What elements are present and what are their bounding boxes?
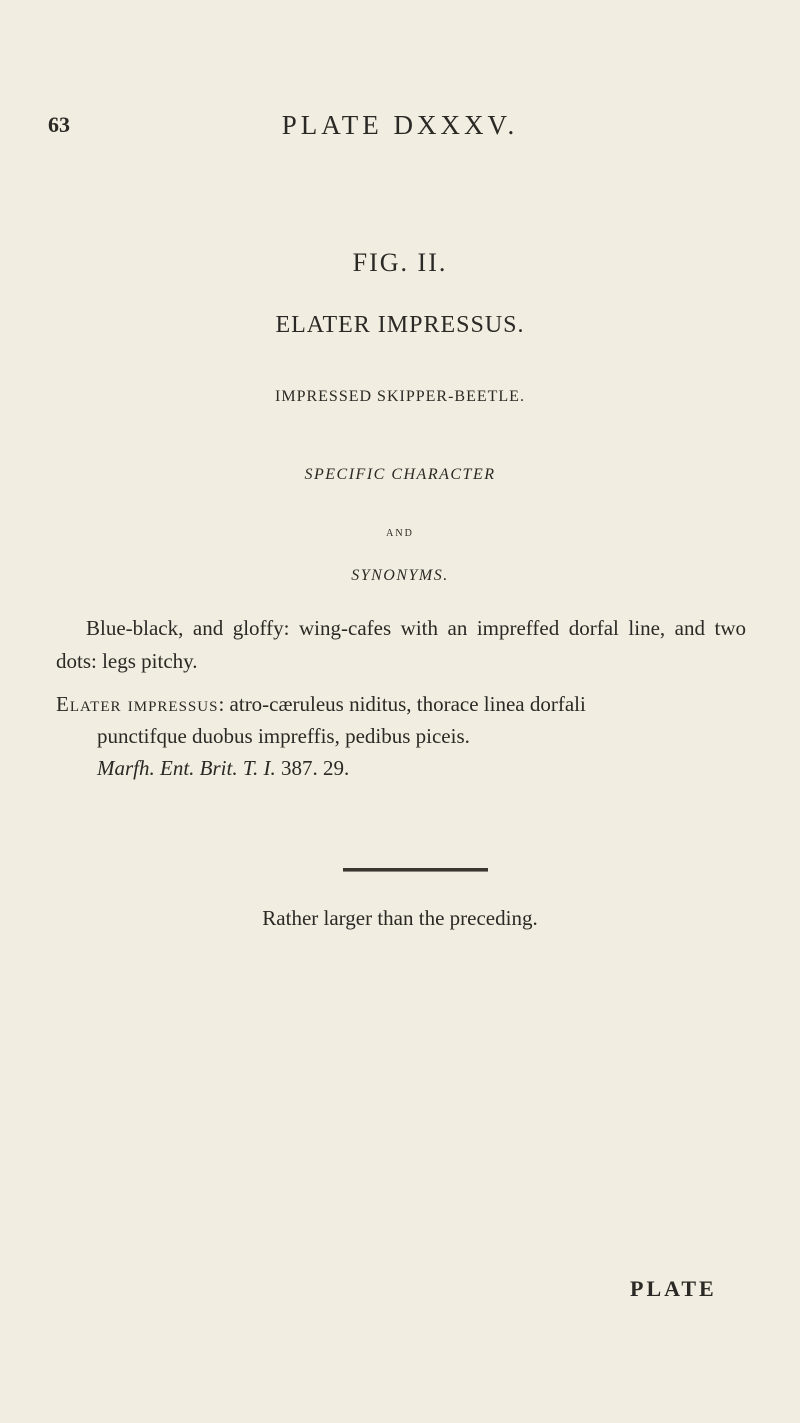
section-heading: SPECIFIC CHARACTER [304,466,496,483]
catchword: PLATE [630,1276,717,1301]
synonym-entry [56,688,746,784]
species-name: ELATER IMPRESSUS. [275,312,525,338]
synonym-lead: Elater impressus [56,692,219,716]
page-number: 63 [48,112,70,137]
synonym-line-1 [56,688,746,720]
synonym-reference-numbers: 387. 29. [280,756,350,780]
figure-label: FIG. II. [352,248,448,277]
specific-description: Blue-black, and gloffy: wing-cafes with an impreffed dorfal line, and two dots: legs pitchy. [56,616,746,673]
common-name: IMPRESSED SKIPPER-BEETLE. [275,388,525,405]
section-conjunction: AND [386,528,414,539]
synonym-line-3 [56,752,746,784]
size-note: Rather larger than the preceding. [262,906,538,930]
section-divider-rule [343,868,488,872]
synonym-reference: Marfh. Ent. Brit. T. I. [97,756,276,780]
section-synonyms-heading: SYNONYMS. [351,567,449,584]
running-head: PLATE DXXXV. [281,110,519,140]
synonym-line-2: punctifque duobus impreffis, pedibus piceis. [97,724,470,748]
synonym-line-1-rest: : atro-cæruleus niditus, thorace linea dorfali [218,692,586,716]
